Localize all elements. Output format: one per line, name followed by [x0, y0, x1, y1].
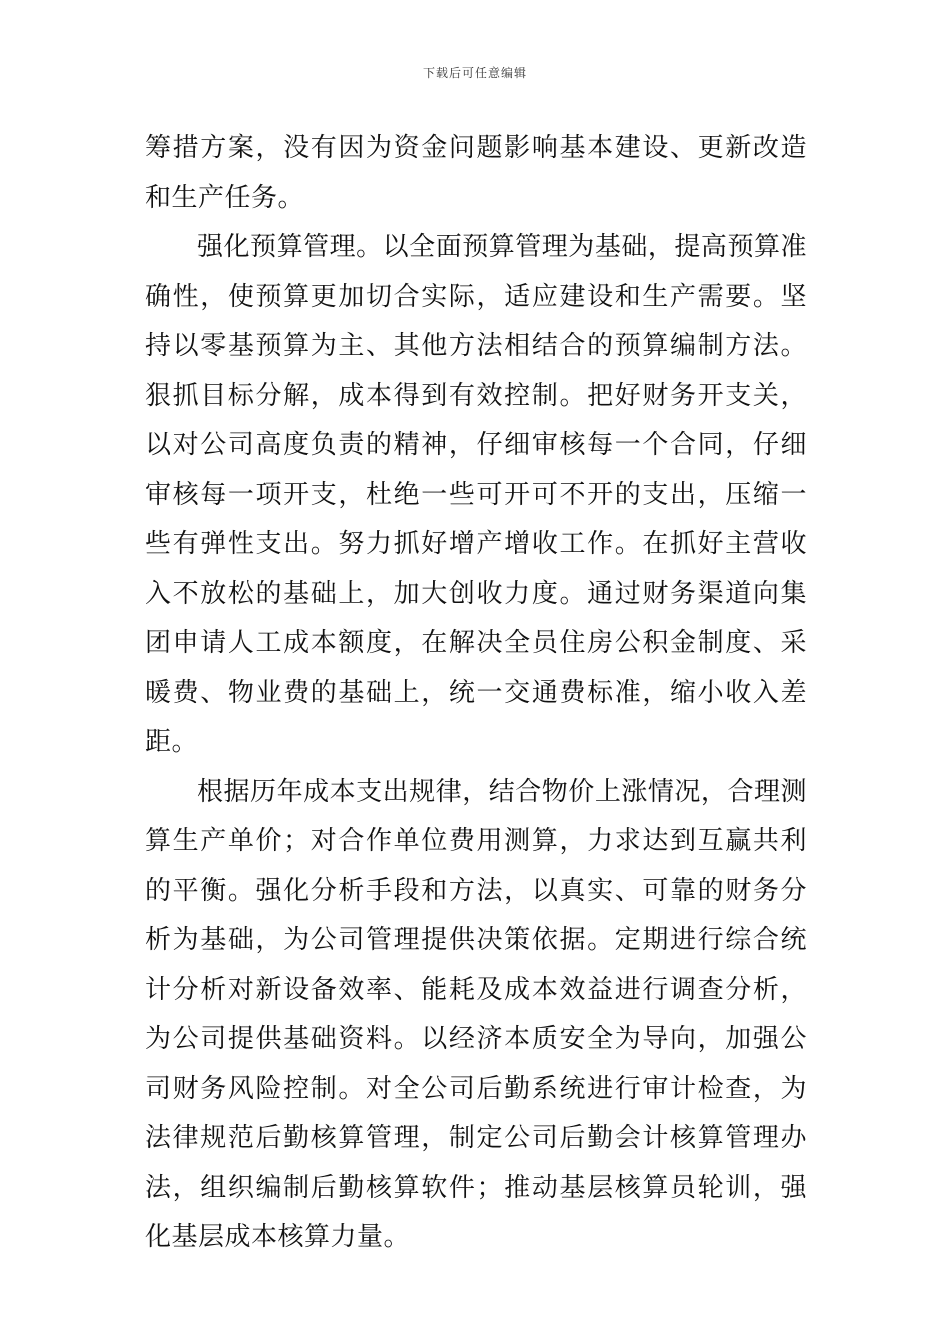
document-body [145, 124, 807, 1263]
paragraph-3: 根据历年成本支出规律，结合物价上涨情况，合理测算生产单价；对合作单位费用测算，力求达到互赢共利的平衡。强化分析手段和方法，以真实、可靠的财务分析为基础，为公司管理提供决策依据。定期进行综合统计分析对新设备效率、能耗及成本效益进行调查分析，为公司提供基础资料。以经济本质安全为导向，加强公司财务风险控制。对全公司后勤系统进行审计检查，为法律规范后勤核算管理，制定公司后勤会计核算管理办法，组织编制后勤核算软件；推动基层核算员轮训，强化基层成本核算力量。 [145, 776, 807, 1252]
paragraph-2: 强化预算管理。以全面预算管理为基础，提高预算准确性，使预算更加切合实际，适应建设和生产需要。坚持以零基预算为主、其他方法相结合的预算编制方法。狠抓目标分解，成本得到有效控制。把好财务开支关，以对公司高度负责的精神，仔细审核每一个合同，仔细审核每一项开支，杜绝一些可开可不开的支出，压缩一些有弹性支出。努力抓好增产增收工作。在抓好主营收入不放松的基础上，加大创收力度。通过财务渠道向集团申请人工成本额度，在解决全员住房公积金制度、采暖费、物业费的基础上，统一交通费标准，缩小收入差距。 [145, 232, 807, 757]
paragraph-1: 筹措方案，没有因为资金问题影响基本建设、更新改造和生产任务。 [145, 133, 807, 213]
page-header: 下载后可任意编辑 [422, 66, 527, 80]
